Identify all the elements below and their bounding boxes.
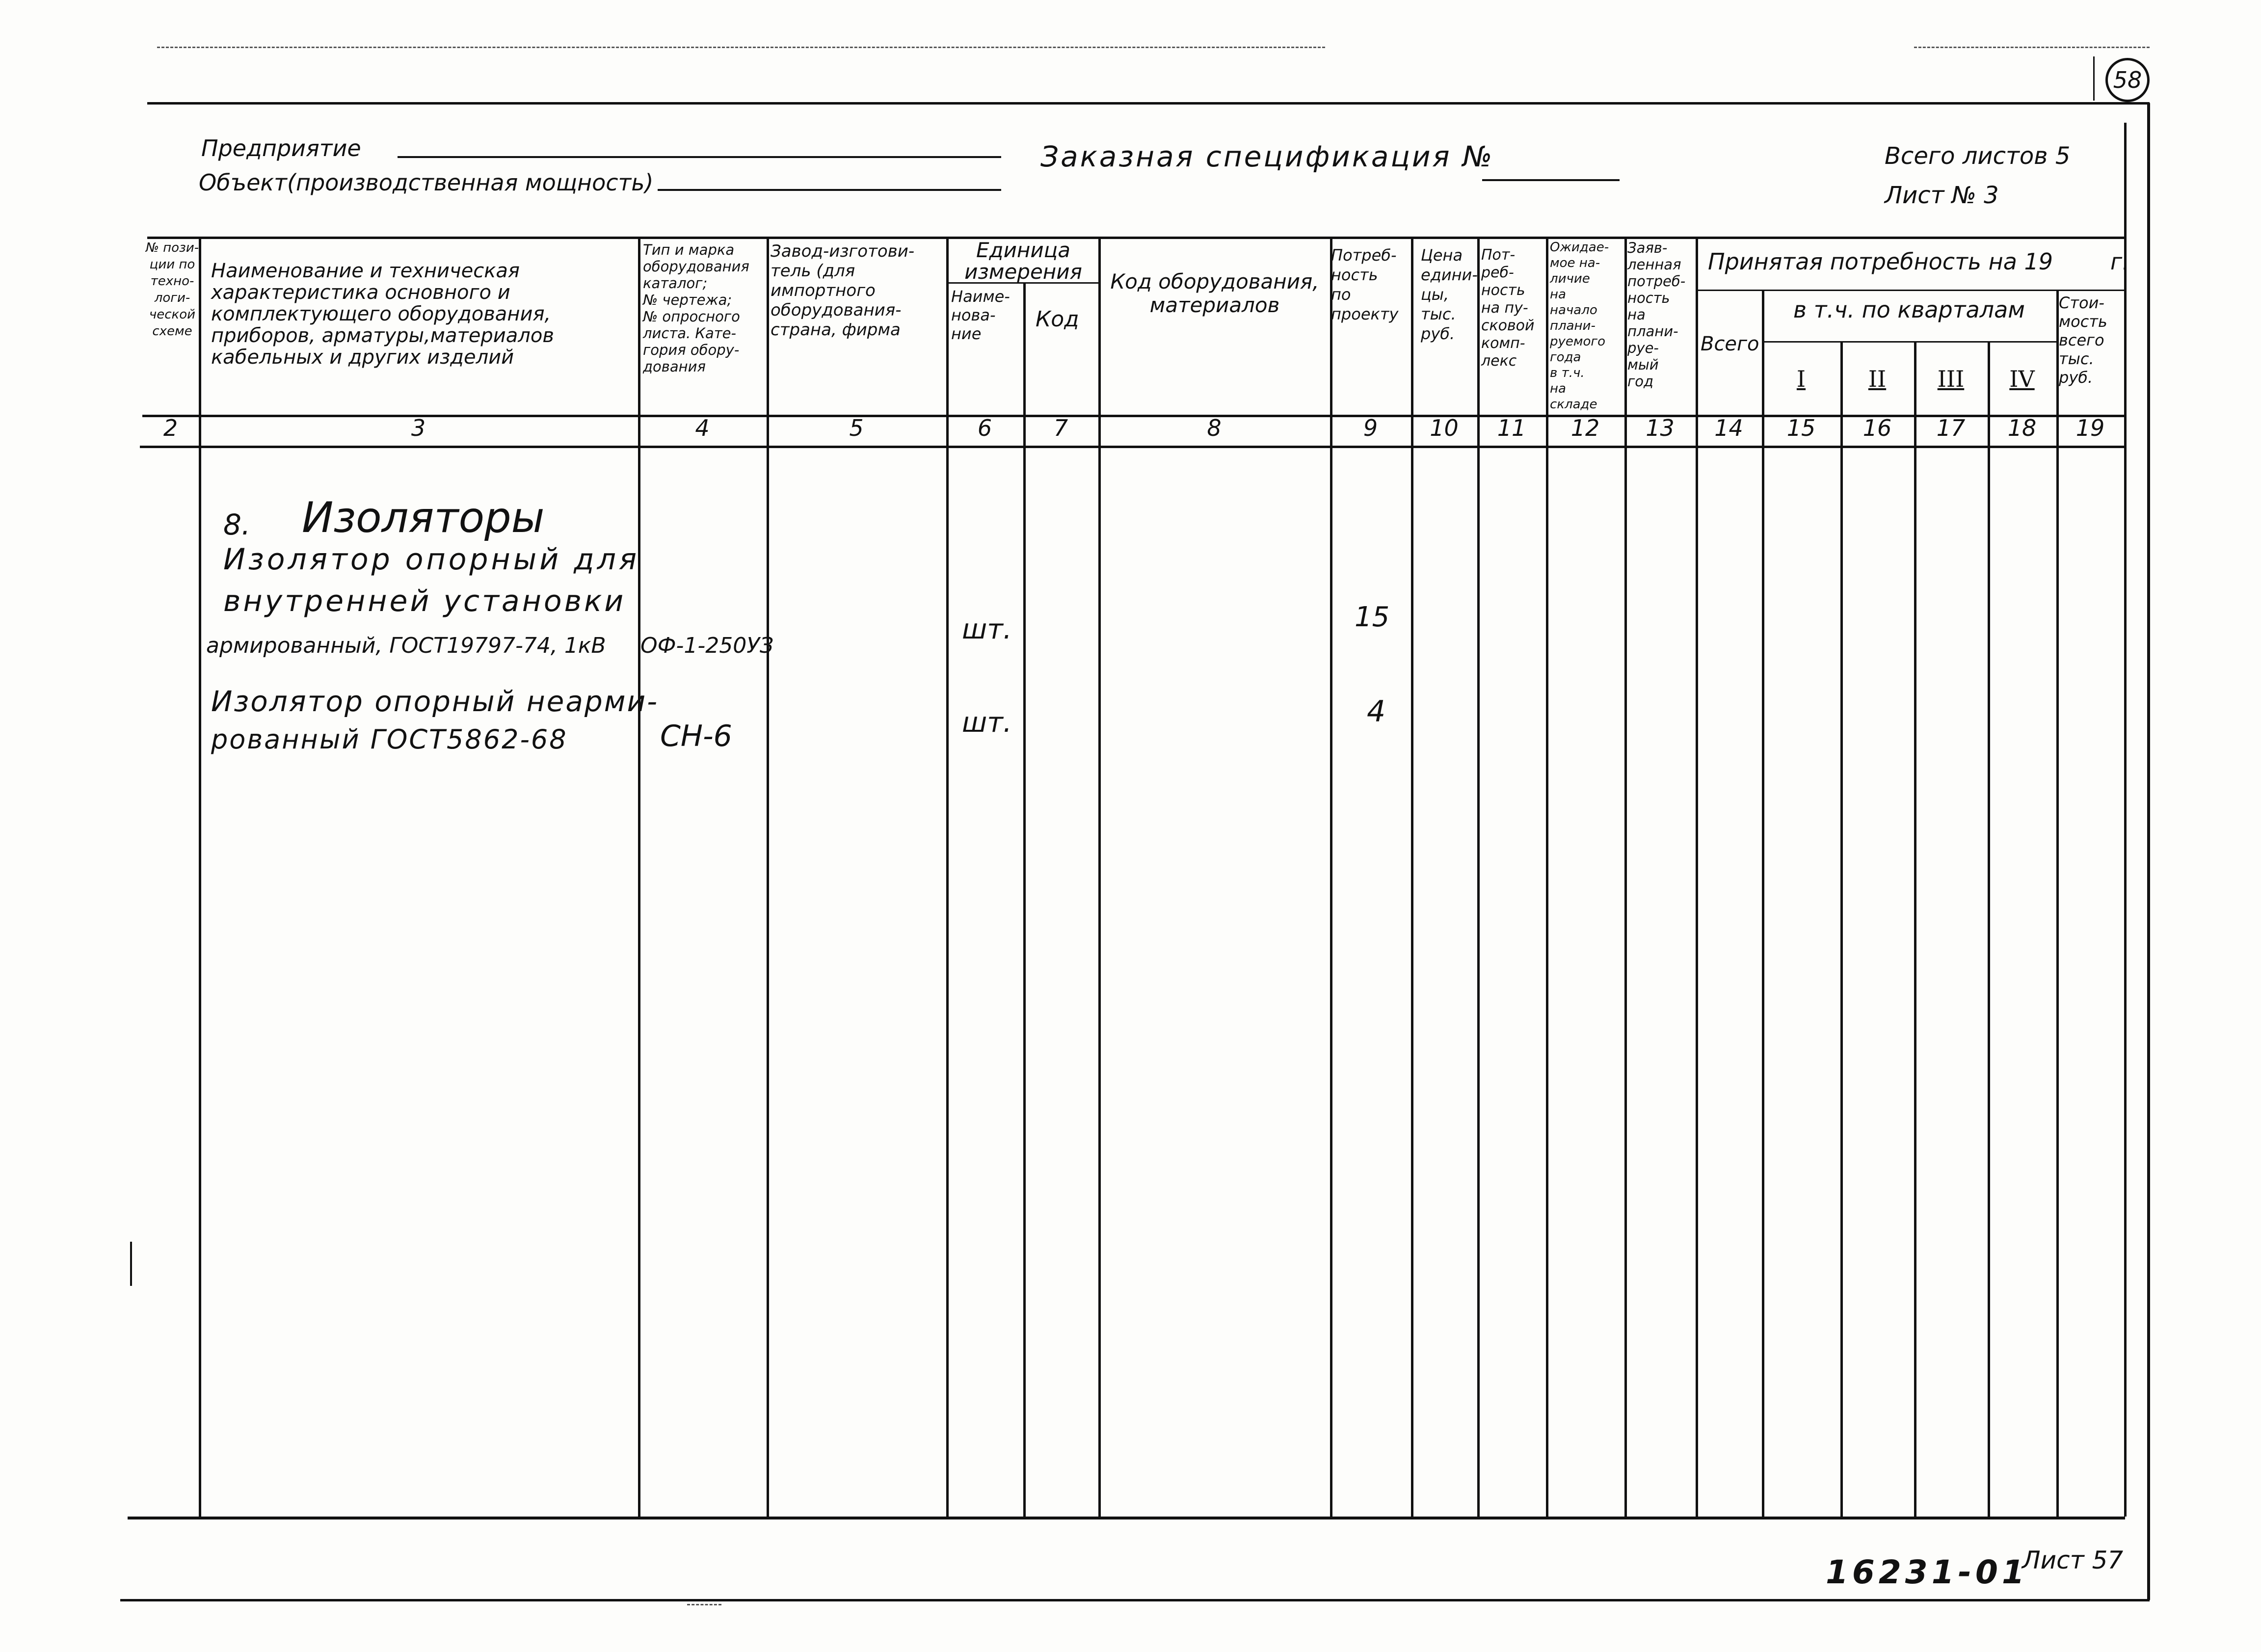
item1-line2: внутренней установки (223, 584, 626, 618)
enterprise-line (398, 156, 1001, 158)
colnum-3: 3 (411, 415, 426, 441)
item2-unit: шт. (962, 707, 1012, 739)
spec-title: Заказная спецификация № (1040, 140, 1494, 173)
colnum-19: 19 (2075, 415, 2105, 441)
inner-frame-right (2124, 123, 2127, 1517)
spec-number-line (1482, 179, 1620, 181)
quarter-sub-line (1762, 341, 2056, 343)
footer-rule (120, 1599, 2150, 1601)
colnum-12: 12 (1570, 415, 1600, 441)
col13-header: Заяв- ленная потреб- ность на плани- руе- мый год (1627, 240, 1686, 390)
item1-line1: Изолятор опорный для (223, 542, 640, 577)
object-line (658, 189, 1001, 191)
col4-header: Тип и марка оборудования каталог; № чертежа; № опросного листа. Кате- гория обору- дования (643, 241, 749, 375)
accepted-sub-line (1696, 290, 2124, 291)
section-title: Изоляторы (302, 493, 545, 542)
col19-header: Стои- мость всего тыс. руб. (2059, 293, 2107, 387)
object-label: Объект(производственная мощность) (199, 169, 654, 196)
col14-header: Всего (1701, 333, 1759, 355)
item1-qty: 15 (1355, 601, 1390, 633)
item1-line3: армированный, ГОСТ19797-74, 1кВ (206, 633, 606, 658)
quarter-3-label: III (1937, 366, 1965, 392)
colnum-10: 10 (1430, 415, 1459, 441)
item1-type: ОФ-1-250УЗ (640, 633, 774, 658)
section-number: 8. (223, 508, 251, 541)
colnum-2: 2 (163, 415, 178, 441)
item2-line1: Изолятор опорный неарми- (211, 685, 659, 718)
frame-top (147, 102, 2150, 105)
col9-header: Потреб- ность по проекту (1331, 246, 1399, 323)
top-rule-left (157, 47, 1325, 48)
footer-sheet-label: Лист 57 (2022, 1546, 2124, 1574)
quarter-1-label: I (1796, 366, 1806, 392)
colnum-15: 15 (1786, 415, 1816, 441)
circle-divider (2093, 56, 2095, 101)
colnum-6: 6 (977, 415, 992, 441)
top-rule-right (1914, 47, 2150, 48)
col10-header: Цена едини- цы, тыс. руб. (1421, 246, 1478, 343)
colnum-9: 9 (1363, 415, 1378, 441)
quarter-2-label: II (1868, 366, 1887, 392)
item2-qty: 4 (1367, 694, 1386, 729)
colnum-bottom (140, 446, 2125, 448)
col3-header: Наименование и техническая характеристика основного и комплектующего оборудования, приборов, арматуры,материалов кабельных и других изделий (211, 260, 554, 369)
col8-header: Код оборудования, материалов (1110, 269, 1319, 317)
colnum-7: 7 (1053, 415, 1068, 441)
col-line-14 (1762, 290, 1764, 1518)
doc-code: 16231-01 (1826, 1553, 2028, 1591)
colnum-8: 8 (1207, 415, 1222, 441)
accepted-group-header: Принятая потребность на 19 г. (1708, 248, 2129, 275)
col7-header: Код (1036, 307, 1079, 332)
colnum-4: 4 (695, 415, 710, 441)
col-line-17 (1988, 341, 1990, 1518)
item2-type: СН-6 (660, 719, 732, 753)
table-top (147, 237, 2125, 239)
margin-mark (130, 1242, 132, 1286)
colnum-13: 13 (1646, 415, 1675, 441)
page-number-circle: 58 (2105, 58, 2150, 102)
col-line-6 (1023, 284, 1026, 1518)
colnum-5: 5 (849, 415, 864, 441)
col-line-16 (1914, 341, 1916, 1518)
colnum-14: 14 (1714, 415, 1743, 441)
colnum-17: 17 (1936, 415, 1966, 441)
col6-header: Наиме- нова- ние (951, 287, 1010, 343)
col5-header: Завод-изготови- тель (для импортного оборудования- страна, фирма (771, 241, 915, 340)
col11-header: Пот- реб- ность на пу- сковой комп- лекс (1481, 246, 1535, 370)
enterprise-label: Предприятие (201, 135, 361, 161)
quarter-group-header: в т.ч. по кварталам (1793, 296, 2025, 323)
unit-group-header: Единица измерения (964, 238, 1082, 284)
col-line-15 (1840, 341, 1843, 1518)
total-sheets: Всего листов 5 (1885, 142, 2071, 170)
item1-unit: шт. (962, 613, 1012, 645)
sheet-number: Лист № 3 (1885, 182, 1999, 209)
colnum-18: 18 (2007, 415, 2037, 441)
col2-header: № пози- ции по техно- логи- ческой схеме (145, 240, 199, 339)
colnum-11: 11 (1497, 415, 1526, 441)
frame-right (2147, 103, 2150, 1600)
col-line-18 (2056, 290, 2059, 1518)
colnum-16: 16 (1862, 415, 1892, 441)
item2-line2: рованный ГОСТ5862-68 (211, 724, 568, 755)
col12-header: Ожидае- мое на- личие на начало плани- руемого года в т.ч. на складе (1550, 240, 1609, 412)
quarter-4-label: IV (2009, 366, 2035, 392)
footer-small-mark (687, 1604, 721, 1605)
table-bottom (128, 1517, 2125, 1519)
